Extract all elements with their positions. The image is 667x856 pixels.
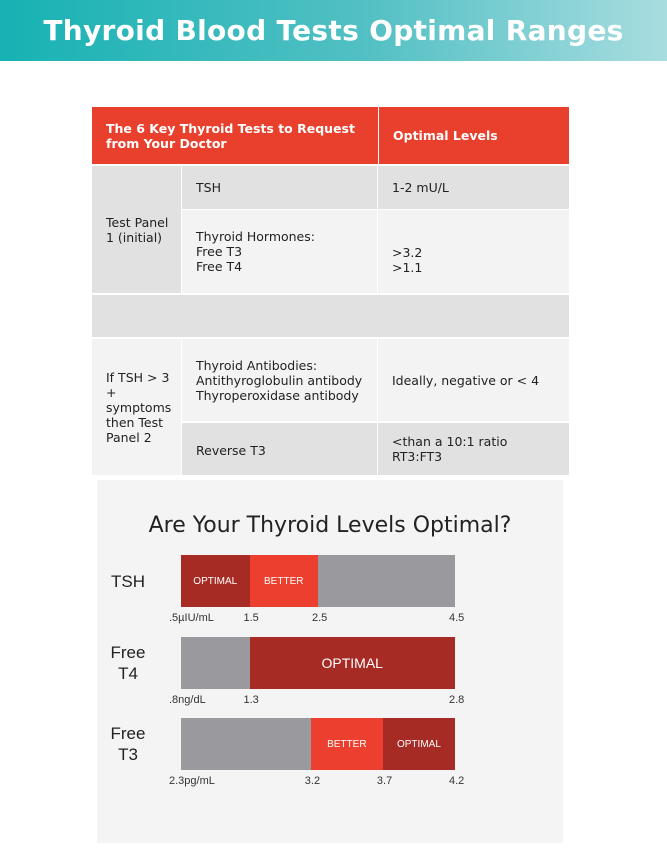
hormones-test-name: Thyroid Hormones: Free T3 Free T4	[196, 229, 315, 274]
tsh-test-name: TSH	[196, 180, 221, 195]
table-row-hormones-level	[378, 210, 569, 293]
table-row-rt3-level	[378, 423, 569, 475]
chart-tick-label: .8ng/dL	[169, 694, 206, 706]
table-row-tsh-test	[182, 166, 377, 209]
chart-tick-label: .5µIU/mL	[169, 612, 214, 624]
header-tests-label: The 6 Key Thyroid Tests to Request from Your Doctor	[106, 120, 355, 151]
table-row-hormones-test	[182, 210, 377, 293]
chart-tick-label: 3.2	[304, 775, 321, 787]
chart-tick-label: 4.2	[449, 775, 465, 787]
chart-row-label: Free T4	[110, 643, 146, 683]
hormones-level: >3.2 >1.1	[392, 245, 423, 275]
chart-row-label: TSH	[111, 571, 145, 591]
chart-segment-better: BETTER	[250, 555, 319, 607]
chart-segment-neutral	[181, 637, 250, 689]
chart-segment-neutral	[318, 555, 455, 607]
chart-tick-label: 3.7	[376, 775, 393, 787]
header-levels-label: Optimal Levels	[393, 128, 498, 143]
tsh-level: 1-2 mU/L	[392, 180, 449, 195]
chart-title: Are Your Thyroid Levels Optimal?	[148, 513, 512, 538]
antibodies-level: Ideally, negative or < 4	[392, 372, 540, 388]
chart-tick-label: 1.3	[243, 694, 259, 706]
antibodies-test-name: Thyroid Antibodies: Antithyroglobulin antibody Thyroperoxidase antibody	[196, 357, 363, 403]
panel2-label: If TSH > 3 + symptoms then Test Panel 2	[106, 369, 172, 445]
table-row-tsh-level	[378, 166, 569, 209]
title-banner	[0, 0, 667, 61]
chart-segment-optimal: OPTIMAL	[250, 637, 456, 689]
chart-tick-label: 2.5	[312, 612, 328, 624]
chart-tick-label: 2.8	[449, 694, 465, 706]
table-row-rt3-test	[182, 423, 377, 475]
rt3-level: <than a 10:1 ratio RT3:FT3	[392, 434, 508, 464]
page-title: Thyroid Blood Tests Optimal Ranges	[43, 14, 624, 47]
table-row-antibodies-test	[182, 339, 377, 421]
table-row-antibodies-level	[378, 339, 569, 421]
thyroid-levels-chart	[97, 480, 563, 843]
chart-segment-neutral	[181, 718, 311, 770]
rt3-test-name: Reverse T3	[196, 443, 266, 458]
table-header-tests	[92, 107, 378, 164]
chart-segment-better: BETTER	[311, 718, 383, 770]
panel1-label-cell	[92, 166, 181, 293]
chart-row-label: Free T3	[110, 724, 146, 764]
chart-segment-optimal: OPTIMAL	[383, 718, 455, 770]
panel1-label: Test Panel 1 (initial)	[106, 214, 169, 245]
panel2-label-cell	[92, 339, 181, 475]
chart-tick-label: 2.3pg/mL	[169, 775, 215, 787]
chart-segment-optimal: OPTIMAL	[181, 555, 250, 607]
chart-tick-label: 1.5	[243, 612, 259, 624]
table-spacer-row	[92, 295, 569, 337]
table-header-levels	[378, 107, 569, 164]
chart-tick-label: 4.5	[449, 612, 465, 624]
